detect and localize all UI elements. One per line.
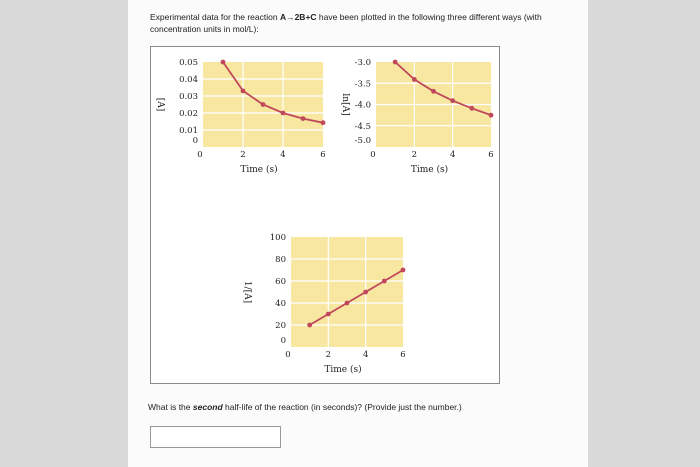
figure-frame xyxy=(150,46,500,384)
chart-3-data-point xyxy=(326,312,331,317)
chart-2-y-tick-label: -4.5 xyxy=(354,121,371,132)
chart-3-data-point xyxy=(307,323,312,328)
chart-2-x-tick-label: 2 xyxy=(411,150,418,160)
chart-1-y-tick-label: 0.01 xyxy=(179,126,198,136)
chart-2-y-tick-label: -4.0 xyxy=(354,100,371,111)
chart-3-data-point xyxy=(401,268,406,273)
chart-3-x-tick-label: 6 xyxy=(400,350,406,360)
chart-3-data-point xyxy=(363,290,368,295)
chart-1-data-point xyxy=(221,60,226,65)
chart-2-x-axis-label: Time (s) xyxy=(410,165,449,175)
chart-1-data-point xyxy=(261,102,266,107)
question-text: What is the second half-life of the reaction (in seconds)? (Provide just the number.) xyxy=(148,402,462,412)
background-left xyxy=(0,0,128,467)
chart-1-y-tick-label: 0.02 xyxy=(179,109,198,119)
chart-1-x-tick-label: 0 xyxy=(197,150,203,160)
reaction-equation: A→2B+C xyxy=(279,12,317,22)
chart-2-data-point xyxy=(412,77,417,82)
problem-statement: Experimental data for the reaction A→2B+C have been plotted in the following three different ways (with concentration units in mol/L): xyxy=(150,12,542,34)
chart-2-y-axis-label: ln[A] xyxy=(340,93,350,116)
chart-1-x-tick-label: 6 xyxy=(320,150,326,160)
chart-2-y-tick-label: -3.5 xyxy=(354,79,371,90)
chart-2-data-point xyxy=(489,113,494,118)
chart-1-data-point xyxy=(321,120,326,125)
chart-3-data-point xyxy=(382,279,387,284)
chart-3-y-tick-label: 20 xyxy=(275,321,286,331)
chart-3-y-tick-label: 40 xyxy=(275,299,286,309)
chart-3-y-tick-label: 80 xyxy=(275,255,286,265)
chart-1-y-tick-label: 0 xyxy=(192,136,198,146)
chart-1-data-point xyxy=(241,89,246,94)
chart-2-x-tick-label: 6 xyxy=(488,150,494,160)
chart-3-y-tick-label: 60 xyxy=(275,277,286,287)
chart-3-y-axis-label: 1/[A] xyxy=(242,280,252,304)
chart-2-x-tick-label: 4 xyxy=(449,150,456,160)
chart-3-x-axis-label: Time (s) xyxy=(324,365,362,375)
answer-input[interactable] xyxy=(150,426,281,448)
figure-charts xyxy=(151,47,499,383)
chart-1-x-axis-label: Time (s) xyxy=(240,165,278,175)
chart-3-x-tick-label: 2 xyxy=(325,350,332,360)
chart-3-y-tick-label: 100 xyxy=(269,233,286,243)
chart-2-y-tick-label: -5.0 xyxy=(354,136,371,146)
chart-1-x-tick-label: 4 xyxy=(280,150,286,160)
chart-2-data-point xyxy=(469,106,474,111)
chart-1-data-point xyxy=(281,111,286,116)
chart-2-x-tick-label: 0 xyxy=(370,150,376,160)
chart-2-data-point xyxy=(450,98,455,103)
chart-3-plot-area xyxy=(291,237,403,347)
chart-3-x-tick-label: 0 xyxy=(285,350,291,360)
chart-3-x-tick-label: 4 xyxy=(362,350,369,360)
chart-1-y-tick-label: 0.04 xyxy=(179,75,198,85)
chart-2-y-tick-label: -3.0 xyxy=(354,58,371,68)
chart-1-data-point xyxy=(301,116,306,121)
chart-3-y-tick-label: 0 xyxy=(280,336,286,346)
chart-1-y-tick-label: 0.03 xyxy=(179,92,198,102)
chart-2-data-point xyxy=(393,60,398,65)
chart-2-data-point xyxy=(431,89,436,94)
chart-3-data-point xyxy=(345,301,350,306)
chart-1-x-tick-label: 2 xyxy=(240,150,246,160)
chart-1-y-axis-label: [A] xyxy=(155,97,165,112)
chart-1-y-tick-label: 0.05 xyxy=(179,58,198,68)
